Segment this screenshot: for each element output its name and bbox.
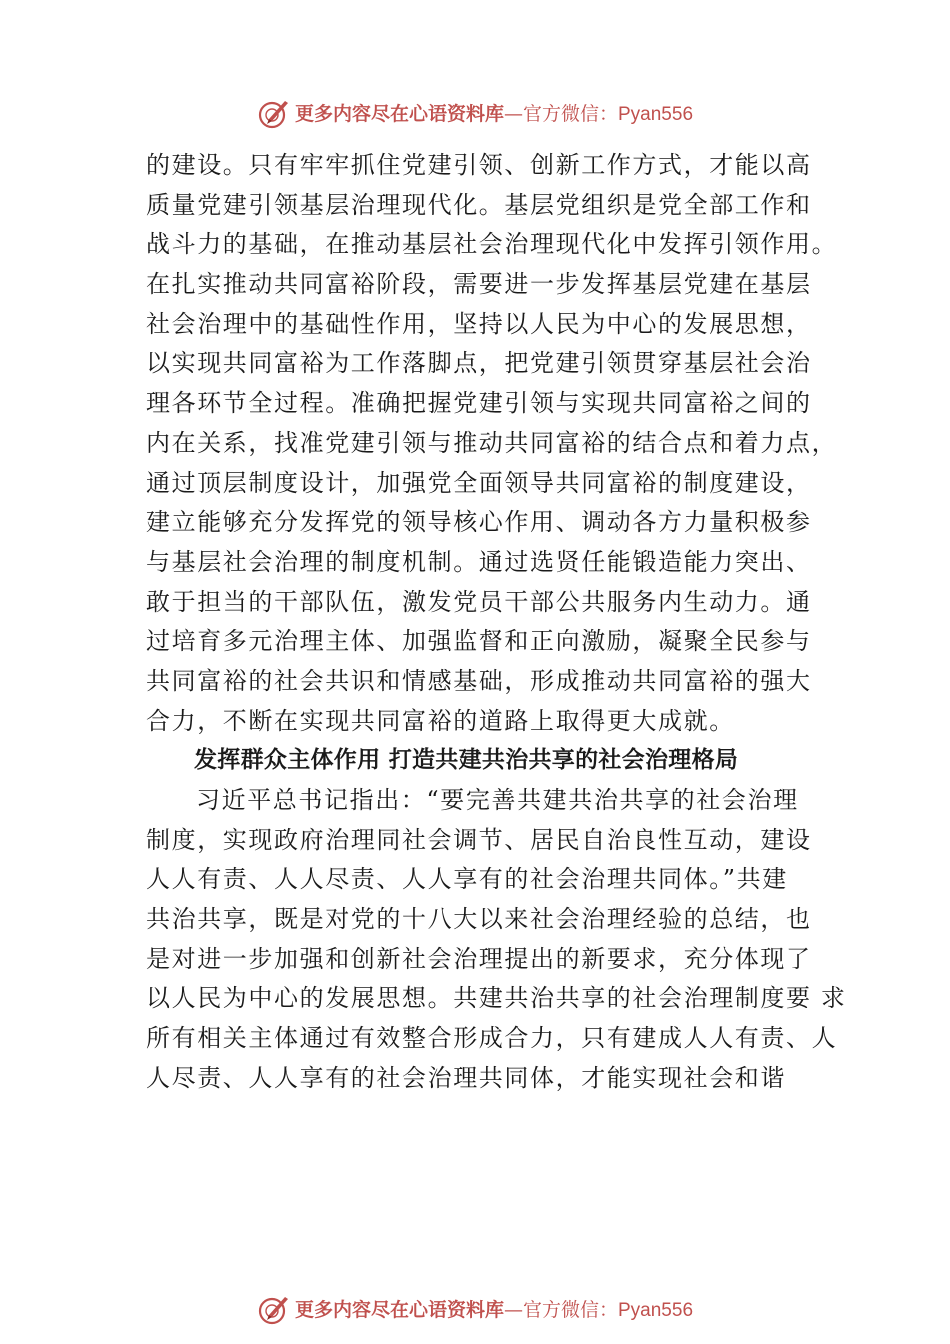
text-line: 人尽责、人人享有的社会治理共同体，才能实现社会和谐 bbox=[146, 1063, 786, 1092]
text-line: 的建设。只有牢牢抓住党建引领、创新工作方式，才能以高 bbox=[146, 151, 812, 179]
document-body bbox=[146, 146, 847, 1099]
text-line: 人人有责、人人尽责、人人享有的社会治理共同体。”共建 bbox=[146, 865, 788, 894]
text-line: 内在关系，找准党建引领与推动共同富裕的结合点和着力点， bbox=[146, 428, 838, 457]
text-line: 社会治理中的基础性作用，坚持以人民为中心的发展思想， bbox=[146, 309, 812, 338]
text-line: 合力，不断在实现共同富裕的道路上取得更大成就。 bbox=[146, 706, 735, 735]
text-line: 理各环节全过程。准确把握党建引领与实现共同富裕之间的 bbox=[146, 389, 812, 418]
text-line: 习近平总书记指出：“要完善共建共治共享的社会治理 bbox=[196, 786, 799, 814]
text-line: 制度，实现政府治理同社会调节、居民自治良性互动，建设 bbox=[146, 825, 812, 854]
text-line: 过培育多元治理主体、加强监督和正向激励，凝聚全民参与 bbox=[146, 627, 812, 656]
footer-banner bbox=[0, 1290, 950, 1330]
paragraph-1 bbox=[146, 146, 836, 741]
header-banner bbox=[0, 94, 950, 134]
text-line: 敢于担当的干部队伍，激发党员干部公共服务内生动力。通 bbox=[146, 587, 812, 616]
quill-pen-icon bbox=[257, 97, 291, 131]
footer-banner-text bbox=[295, 1290, 693, 1331]
text-line: 战斗力的基础，在推动基层社会治理现代化中发挥引领作用。 bbox=[146, 230, 838, 259]
text-line: 质量党建引领基层治理现代化。基层党组织是党全部工作和 bbox=[146, 190, 812, 219]
text-line: 在扎实推动共同富裕阶段，需要进一步发挥基层党建在基层 bbox=[146, 270, 812, 299]
footer-label: 官方微信： bbox=[522, 1298, 618, 1321]
text-line: 通过顶层制度设计，加强党全面领导共同富裕的制度建设， bbox=[146, 468, 812, 497]
quill-pen-icon bbox=[257, 1293, 291, 1327]
footer-brand: 更多内容尽在心语资料库 bbox=[294, 1298, 504, 1321]
text-line: 共同富裕的社会共识和情感基础，形成推动共同富裕的强大 bbox=[146, 666, 812, 695]
paragraph-2 bbox=[146, 781, 847, 1099]
text-line: 共治共享，既是对党的十八大以来社会治理经验的总结，也 bbox=[146, 905, 812, 934]
header-label: 官方微信： bbox=[522, 102, 618, 125]
text-line: 是对进一步加强和创新社会治理提出的新要求，充分体现了 bbox=[146, 944, 812, 973]
header-separator: — bbox=[503, 102, 523, 125]
text-line: 以人民为中心的发展思想。共建共治共享的社会治理制度要 求 bbox=[146, 984, 847, 1013]
text-line: 以实现共同富裕为工作落脚点，把党建引领贯穿基层社会治 bbox=[146, 349, 812, 378]
header-banner-text bbox=[295, 94, 693, 135]
footer-handle: Pyan556 bbox=[618, 1299, 694, 1321]
text-line: 与基层社会治理的制度机制。通过选贤任能锻造能力突出、 bbox=[146, 547, 812, 576]
text-line: 建立能够充分发挥党的领导核心作用、调动各方力量积极参 bbox=[146, 508, 812, 537]
footer-separator: — bbox=[503, 1298, 523, 1321]
header-brand: 更多内容尽在心语资料库 bbox=[294, 102, 504, 125]
header-handle: Pyan556 bbox=[618, 103, 694, 125]
section-heading: 发挥群众主体作用 打造共建共治共享的社会治理格局 bbox=[194, 747, 739, 774]
text-line: 所有相关主体通过有效整合形成合力，只有建成人人有责、人 bbox=[146, 1024, 838, 1053]
